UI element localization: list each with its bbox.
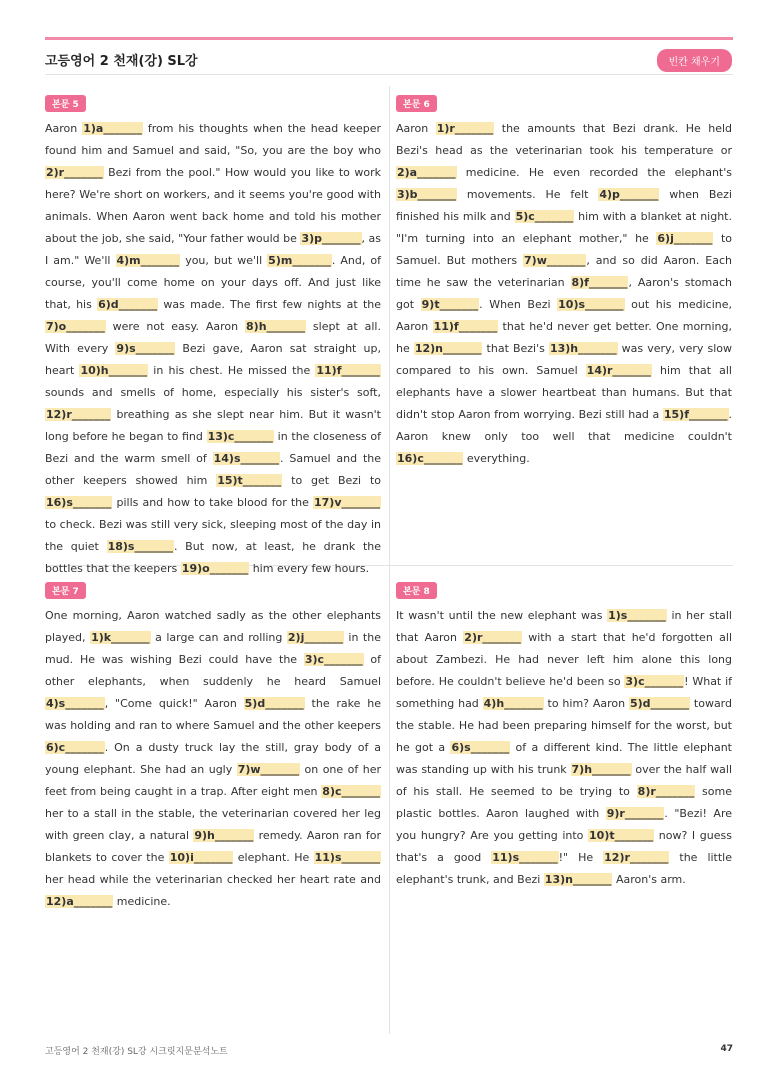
blank-field: 12)n_______ xyxy=(414,342,482,355)
blank-field: 14)r_______ xyxy=(586,364,651,377)
blank-field: 5)d_______ xyxy=(629,697,690,710)
blank-field: 1)a_______ xyxy=(83,122,142,135)
blank-field: 4)h_______ xyxy=(483,697,543,710)
blank-field: 16)s_______ xyxy=(46,496,112,509)
blank-field: 8)h_______ xyxy=(246,320,306,333)
blank-field: 1)s_______ xyxy=(608,609,666,622)
blank-field: 1)r_______ xyxy=(436,122,494,135)
section-block xyxy=(45,92,381,580)
blank-field: 13)n_______ xyxy=(544,873,612,886)
blank-field: 12)r_______ xyxy=(604,851,669,864)
blank-field: 2)j_______ xyxy=(287,631,343,644)
blank-field: 15)t_______ xyxy=(217,474,282,487)
blank-field: 7)o_______ xyxy=(46,320,105,333)
blank-field: 12)r_______ xyxy=(46,408,111,421)
section-tag: 본문 8 xyxy=(396,582,437,599)
blank-field: 19)o_______ xyxy=(181,562,249,575)
blank-field: 8)c_______ xyxy=(322,785,380,798)
header-accent-line xyxy=(45,37,733,40)
blank-field: 7)h_______ xyxy=(571,763,631,776)
blank-field: 3)b_______ xyxy=(397,188,457,201)
blank-field: 10)i_______ xyxy=(169,851,233,864)
blank-field: 13)h_______ xyxy=(549,342,617,355)
blank-field: 10)s_______ xyxy=(558,298,624,311)
blank-field: 10)t_______ xyxy=(589,829,654,842)
blank-field: 6)s_______ xyxy=(451,741,510,754)
blank-field: 4)p_______ xyxy=(599,188,659,201)
blank-field: 6)d_______ xyxy=(98,298,158,311)
section-block xyxy=(396,92,732,470)
blank-field: 17)v_______ xyxy=(313,496,380,509)
blank-field: 7)w_______ xyxy=(524,254,586,267)
footer-title: 고등영어 2 천재(강) SL강 시크릿지문분석노트 xyxy=(45,1047,228,1057)
blank-field: 11)s_______ xyxy=(492,851,558,864)
section-tag: 본문 6 xyxy=(396,95,437,112)
blank-field: 2)a_______ xyxy=(397,166,456,179)
blank-field: 16)c_______ xyxy=(397,452,463,465)
section-text: Aaron 1)a_______ from his thoughts when the head keeper found him and Samuel and said, "So, you are the boy who 2)r_______ Bezi from the pool." How would you like to work here? We're short on workers, and it seems you're good with animals. When Aaron went back home and told his mother about the job, she said, "Your father would be 3)p_______, as I am." We'll 4)m_______ you, but we'll 5)m_______. And, of course, you'll come home on your days off. And just like that, his 6)d_______ was made. The first few nights at the 7)o_______ were not easy. Aaron 8)h_______ slept at all. With every 9)s_______ Bezi gave, Aaron sat straight up, heart 10)h_______ in his chest. He missed the 11)f_______ sounds and smells of home, especially his sister's soft, 12)r_______ breathing as she slept near him. But it wasn't long before he began to find 13)c_______ in the closeness of Bezi and the warm smell of 14)s_______. Samuel and the other keepers showed him 15)t_______ to get Bezi to 16)s_______ pills and how to take blood for the 17)v_______ to check. Bezi was still very sick, sleeping most of the day in the quiet 18)s_______. But now, at least, he drank the bottles that the keepers 19)o_______ him every few hours. xyxy=(45,122,382,575)
blank-field: 5)d_______ xyxy=(244,697,304,710)
blank-field: 12)a_______ xyxy=(46,895,113,908)
column-divider xyxy=(389,86,390,1034)
blank-field: 3)p_______ xyxy=(301,232,361,245)
blank-field: 14)s_______ xyxy=(213,452,280,465)
blank-field: 11)s_______ xyxy=(314,851,380,864)
section-tag: 본문 7 xyxy=(45,582,86,599)
blank-field: 10)h_______ xyxy=(80,364,148,377)
blank-field: 5)c_______ xyxy=(515,210,574,223)
blank-field: 7)w_______ xyxy=(237,763,300,776)
blank-field: 3)c_______ xyxy=(304,653,363,666)
blank-field: 8)r_______ xyxy=(637,785,695,798)
blank-field: 3)c_______ xyxy=(625,675,684,688)
blank-field: 9)t_______ xyxy=(421,298,479,311)
blank-field: 2)r_______ xyxy=(46,166,103,179)
blank-field: 2)r_______ xyxy=(464,631,521,644)
mode-badge: 빈칸 채우기 xyxy=(657,49,732,72)
blank-field: 9)s_______ xyxy=(116,342,175,355)
blank-field: 6)j_______ xyxy=(657,232,713,245)
page-title: 고등영어 2 천재(강) SL강 xyxy=(45,54,198,69)
header-divider xyxy=(45,74,733,75)
blank-field: 1)k_______ xyxy=(91,631,150,644)
section-block xyxy=(396,579,732,891)
section-text: It wasn't until the new elephant was 1)s_______ in her stall that Aaron 2)r_______ with a start that he'd forgotten all about Zambezi. He had never left him alone this long before. He couldn't believe he'd been so 3)c_______! What if something had 4)h_______ to him? Aaron 5)d_______ toward the stable. He had been preparing himself for the worst, but he got a 6)s_______ of a different kind. The little elephant was standing up with his trunk 7)h_______ over the half wall of his stall. He seemed to be trying to 8)r_______ some plastic bottles. Aaron laughed with 9)r_______. "Bezi! Are you hungry? Are you getting into 10)t_______ now? I guess that's a good 11)s_______!" He 12)r_______ the little elephant's trunk, and Bezi 13)n_______ Aaron's arm. xyxy=(396,609,733,886)
section-text: One morning, Aaron watched sadly as the other elephants played, 1)k_______ a large can and rolling 2)j_______ in the mud. He was wishing Bezi could have the 3)c_______ of other elephants, when suddenly he heard Samuel 4)s_______, "Come quick!" Aaron 5)d_______ the rake he was holding and ran to where Samuel and the other keepers 6)c_______. On a dusty truck lay the still, gray body of a young elephant. She had an ugly 7)w_______ on one of her feet from being caught in a trap. After eight men 8)c_______ her to a stall in the stable, the veterinarian covered her leg with green clay, a natural 9)h_______ remedy. Aaron ran for blankets to cover the 10)i_______ elephant. He 11)s_______ her head while the veterinarian checked her heart rate and 12)a_______ medicine. xyxy=(45,609,382,908)
blank-field: 6)c_______ xyxy=(46,741,104,754)
blank-field: 11)f_______ xyxy=(433,320,498,333)
blank-field: 4)m_______ xyxy=(116,254,180,267)
blank-field: 13)c_______ xyxy=(207,430,273,443)
blank-field: 11)f_______ xyxy=(316,364,380,377)
blank-field: 8)f_______ xyxy=(571,276,628,289)
section-block xyxy=(45,579,381,913)
section-text: Aaron 1)r_______ the amounts that Bezi drank. He held Bezi's head as the veterinarian took his temperature or 2)a_______ medicine. He even recorded the elephant's 3)b_______ movements. He felt 4)p_______ when Bezi finished his milk and 5)c_______ him with a blanket at night. "I'm turning into an elephant mother," he 6)j_______ to Samuel. But mothers 7)w_______, and so did Aaron. Each time he saw the veterinarian 8)f_______, Aaron's stomach got 9)t_______. When Bezi 10)s_______ out his medicine, Aaron 11)f_______ that he'd never get better. One morning, he 12)n_______ that Bezi's 13)h_______ was very, very slow compared to his own. Samuel 14)r_______ him that all elephants have a slower heartbeat than humans. But that didn't stop Aaron from worrying. Bezi still had a 15)f_______. Aaron knew only too well that medicine couldn't 16)c_______ everything. xyxy=(396,122,733,465)
blank-field: 5)m_______ xyxy=(268,254,331,267)
blank-field: 9)h_______ xyxy=(194,829,254,842)
blank-field: 18)s_______ xyxy=(107,540,173,553)
section-tag: 본문 5 xyxy=(45,95,86,112)
page-number: 47 xyxy=(720,1044,733,1054)
blank-field: 9)r_______ xyxy=(606,807,664,820)
blank-field: 4)s_______ xyxy=(46,697,104,710)
blank-field: 15)f_______ xyxy=(663,408,728,421)
